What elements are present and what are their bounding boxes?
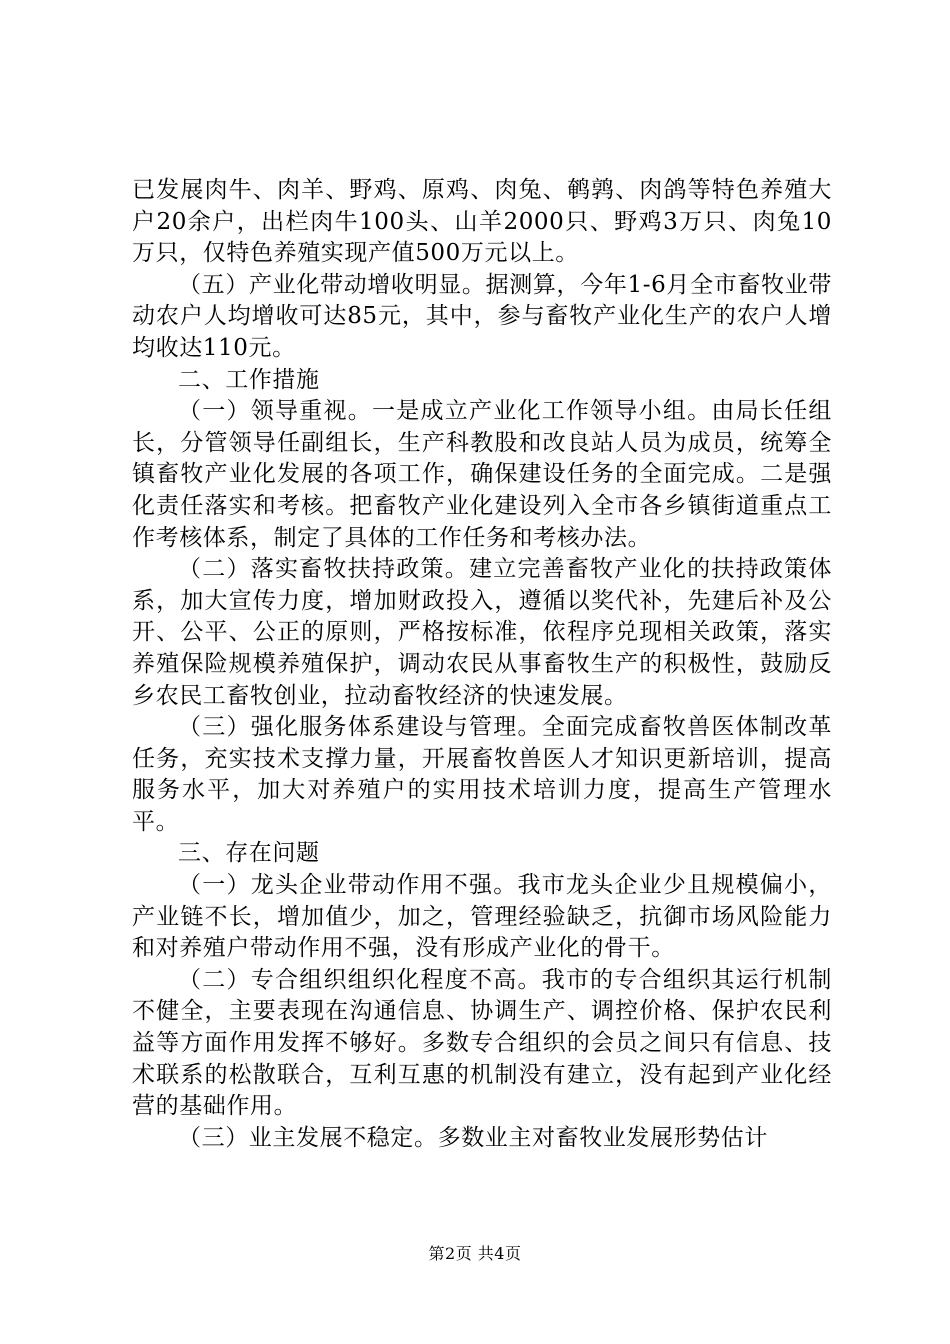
page-footer (0, 1244, 950, 1264)
paragraph-problem-two: （二）专合组织组织化程度不高。我市的专合组织其运行机制不健全，主要表现在沟通信息、协调生产、调控价格、保护农民利益等方面作用发挥不够好。多数专合组织的会员之间只有信息、技术联系的松散联合，互利互惠的机制没有建立，没有起到产业化经营的基础作用。 (132, 966, 832, 1120)
paragraph-problem-three: （三）业主发展不稳定。多数业主对畜牧业发展形势估计 (178, 1124, 768, 1151)
paragraph-measure-two: （二）落实畜牧扶持政策。建立完善畜牧产业化的扶持政策体系，加大宣传力度，增加财政投入，遵循以奖代补，先建后补及公开、公平、公正的原则，严格按标准，依程序兑现相关政策，落实养殖保险规模养殖保护，调动农民从事畜牧生产的积极性，鼓励反乡农民工畜牧创业，拉动畜牧经济的快速发展。 (132, 556, 832, 709)
paragraph-measure-three: （三）强化服务体系建设与管理。全面完成畜牧兽医体制改革任务，充实技术支撑力量，开展畜牧兽医人才知识更新培训，提高服务水平，加大对养殖户的实用技术培训力度，提高生产管理水平。 (132, 714, 832, 835)
paragraph-continuation: 已发展肉牛、肉羊、野鸡、原鸡、肉兔、鹌鹑、肉鸽等特色养殖大户20余户，出栏肉牛100头、山羊2000只、野鸡3万只、肉兔10万只，仅特色养殖实现产值500万元以上。 (132, 177, 832, 267)
section-heading-work-measures: 二、工作措施 (178, 366, 320, 393)
paragraph-item-five: （五）产业化带动增收明显。据测算，今年1-6月全市畜牧业带动农户人均增收可达85元，其中，参与畜牧产业化生产的农户人增均收达110元。 (132, 271, 832, 361)
paragraph-problem-one: （一）龙头企业带动作用不强。我市龙头企业少且规模偏小，产业链不长，增加值少，加之，管理经验缺乏，抗御市场风险能力和对养殖户带动作用不强，没有形成产业化的骨干。 (132, 872, 832, 962)
page-number-label: 第2页 共4页 (428, 1244, 522, 1263)
paragraph-measure-one: （一）领导重视。一是成立产业化工作领导小组。由局长任组长，分管领导任副组长，生产科教股和改良站人员为成员，统筹全镇畜牧产业化发展的各项工作，确保建设任务的全面完成。二是强化责任落实和考核。把畜牧产业化建设列入全市各乡镇街道重点工作考核体系，制定了具体的工作任务和考核办法。 (132, 398, 832, 551)
section-heading-problems: 三、存在问题 (178, 840, 320, 867)
document-body (132, 175, 832, 1154)
